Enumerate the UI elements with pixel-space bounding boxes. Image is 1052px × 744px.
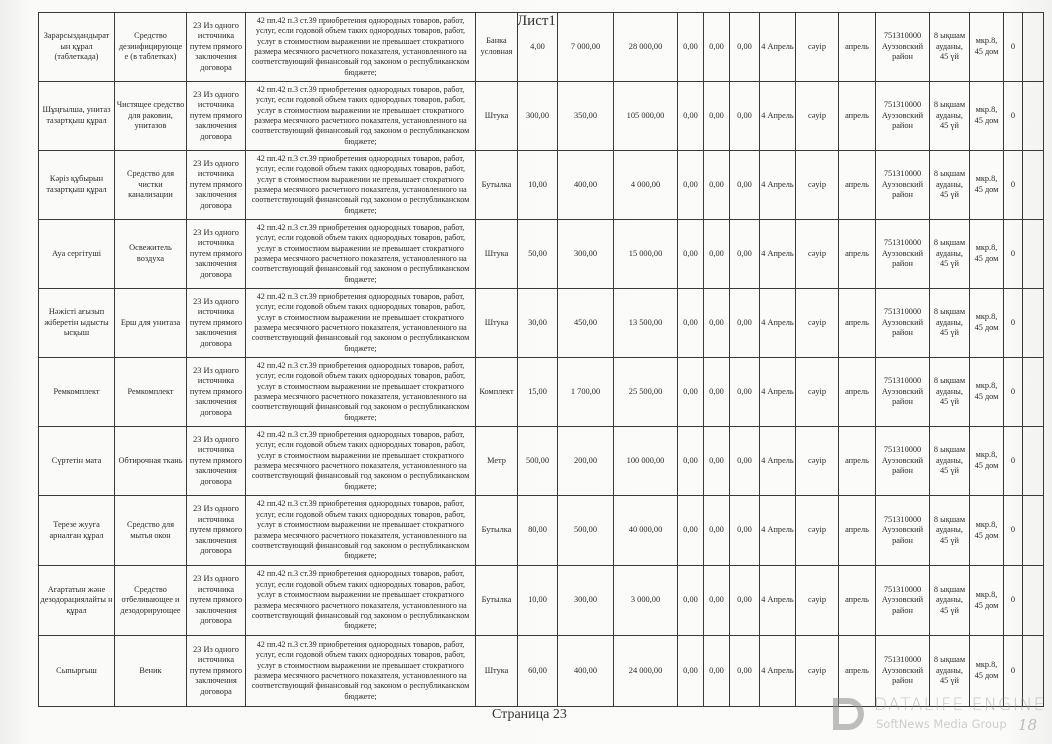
- procurement-method: 23 Из одного источника путем прямого заключения договора: [187, 566, 246, 636]
- address-kz: 8 ықшам ауданы, 45 үй: [930, 358, 970, 427]
- address-kz: 8 ықшам ауданы, 45 үй: [930, 496, 970, 566]
- amount-col-1: 0,00: [678, 13, 704, 82]
- table-row: [39, 289, 1044, 358]
- kato-region: 751310000 Ауэзовский район: [876, 82, 930, 151]
- delivery-month: 4 Апрель: [760, 427, 796, 496]
- page-footer: Страница 23: [492, 707, 567, 722]
- item-name-kz: Зарарсыздандырат ын құрал (таблеткада): [39, 13, 115, 82]
- month-kz: сәуір: [796, 82, 839, 151]
- legal-basis: 42 пп.42 п.3 ст.39 приобретения однородных товаров, работ, услуг, если годовой объем таких однородных товаров, работ, услуг в стоимостном выражении не превышает стократного размера месячного расчетного показателя, установленного на соответствующий финансовый год законом о республиканском бюджете;: [246, 636, 476, 707]
- amount-col-2: 0,00: [704, 289, 730, 358]
- month-kz: сәуір: [796, 13, 839, 82]
- amount-col-3: 0,00: [730, 13, 760, 82]
- address-kz: 8 ықшам ауданы, 45 үй: [930, 151, 970, 220]
- kato-region: 751310000 Ауэзовский район: [876, 427, 930, 496]
- unit-price: 200,00: [558, 427, 614, 496]
- unit-price: 450,00: [558, 289, 614, 358]
- delivery-month: 4 Апрель: [760, 636, 796, 707]
- legal-basis: 42 пп.42 п.3 ст.39 приобретения однородных товаров, работ, услуг, если годовой объем таких однородных товаров, работ, услуг в стоимостном выражении не превышает стократного размера месячного расчетного показателя, установленного на соответствующий финансовый год законом о республиканском бюджете;: [246, 496, 476, 566]
- advance-percent: 0: [1004, 427, 1023, 496]
- item-name-kz: Терезе жууға арналған құрал: [39, 496, 115, 566]
- empty-cell: [1023, 289, 1044, 358]
- amount-col-3: 0,00: [730, 151, 760, 220]
- month-ru: апрель: [839, 13, 876, 82]
- quantity: 60,00: [518, 636, 558, 707]
- delivery-month: 4 Апрель: [760, 13, 796, 82]
- empty-cell: [1023, 82, 1044, 151]
- month-kz: сәуір: [796, 151, 839, 220]
- table-row: [39, 151, 1044, 220]
- address-ru: мкр.8, 45 дом: [970, 289, 1004, 358]
- advance-percent: 0: [1004, 220, 1023, 289]
- legal-basis: 42 пп.42 п.3 ст.39 приобретения однородных товаров, работ, услуг, если годовой объем таких однородных товаров, работ, услуг в стоимостном выражении не превышает стократного размера месячного расчетного показателя, установленного на соответствующий финансовый год законом о республиканском бюджете;: [246, 427, 476, 496]
- amount-col-2: 0,00: [704, 82, 730, 151]
- amount-col-3: 0,00: [730, 220, 760, 289]
- month-kz: сәуір: [796, 427, 839, 496]
- month-kz: сәуір: [796, 289, 839, 358]
- kato-region: 751310000 Ауэзовский район: [876, 566, 930, 636]
- item-name-ru: Средство для чистки канализации: [115, 151, 187, 220]
- advance-percent: 0: [1004, 358, 1023, 427]
- address-kz: 8 ықшам ауданы, 45 үй: [930, 566, 970, 636]
- procurement-method: 23 Из одного источника путем прямого заключения договора: [187, 151, 246, 220]
- datalife-logo-icon: [832, 697, 866, 731]
- legal-basis: 42 пп.42 п.3 ст.39 приобретения однородных товаров, работ, услуг, если годовой объем таких однородных товаров, работ, услуг в стоимостном выражении не превышает стократного размера месячного расчетного показателя, установленного на соответствующий финансовый год законом о республиканском бюджете;: [246, 566, 476, 636]
- procurement-method: 23 Из одного источника путем прямого заключения договора: [187, 427, 246, 496]
- address-ru: мкр.8, 45 дом: [970, 220, 1004, 289]
- advance-percent: 0: [1004, 82, 1023, 151]
- empty-cell: [1023, 13, 1044, 82]
- legal-basis: 42 пп.42 п.3 ст.39 приобретения однородных товаров, работ, услуг, если годовой объем таких однородных товаров, работ, услуг в стоимостном выражении не превышает стократного размера месячного расчетного показателя, установленного на соответствующий финансовый год законом о республиканском бюджете;: [246, 289, 476, 358]
- amount-col-1: 0,00: [678, 496, 704, 566]
- unit-price: 400,00: [558, 636, 614, 707]
- amount-col-3: 0,00: [730, 566, 760, 636]
- amount-col-2: 0,00: [704, 496, 730, 566]
- month-kz: сәуір: [796, 636, 839, 707]
- kato-region: 751310000 Ауэзовский район: [876, 151, 930, 220]
- month-ru: апрель: [839, 289, 876, 358]
- kato-region: 751310000 Ауэзовский район: [876, 289, 930, 358]
- empty-cell: [1023, 496, 1044, 566]
- month-ru: апрель: [839, 82, 876, 151]
- table-row: [39, 496, 1044, 566]
- amount-col-3: 0,00: [730, 427, 760, 496]
- item-name-kz: Нәжісті ағызып жіберетін ыдысты ысқыш: [39, 289, 115, 358]
- amount-col-1: 0,00: [678, 82, 704, 151]
- item-name-ru: Средство для мытья окон: [115, 496, 187, 566]
- procurement-method: 23 Из одного источника путем прямого заключения договора: [187, 13, 246, 82]
- table-row: [39, 427, 1044, 496]
- unit-price: 350,00: [558, 82, 614, 151]
- address-kz: 8 ықшам ауданы, 45 үй: [930, 82, 970, 151]
- item-name-ru: Обтирочная ткань: [115, 427, 187, 496]
- address-ru: мкр.8, 45 дом: [970, 566, 1004, 636]
- kato-region: 751310000 Ауэзовский район: [876, 496, 930, 566]
- amount-col-1: 0,00: [678, 220, 704, 289]
- quantity: 500,00: [518, 427, 558, 496]
- empty-cell: [1023, 427, 1044, 496]
- total-amount: 25 500,00: [614, 358, 678, 427]
- unit-price: 300,00: [558, 220, 614, 289]
- amount-col-2: 0,00: [704, 151, 730, 220]
- address-ru: мкр.8, 45 дом: [970, 636, 1004, 707]
- unit-of-measure: Банка условная: [476, 13, 518, 82]
- amount-col-1: 0,00: [678, 566, 704, 636]
- empty-cell: [1023, 358, 1044, 427]
- legal-basis: 42 пп.42 п.3 ст.39 приобретения однородных товаров, работ, услуг, если годовой объем таких однородных товаров, работ, услуг в стоимостном выражении не превышает стократного размера месячного расчетного показателя, установленного на соответствующий финансовый год законом о республиканском бюджете;: [246, 13, 476, 82]
- item-name-kz: Ағартатын және дезодорациялайты н құрал: [39, 566, 115, 636]
- delivery-month: 4 Апрель: [760, 289, 796, 358]
- amount-col-1: 0,00: [678, 151, 704, 220]
- advance-percent: 0: [1004, 289, 1023, 358]
- unit-of-measure: Штука: [476, 220, 518, 289]
- amount-col-3: 0,00: [730, 636, 760, 707]
- table-row: [39, 566, 1044, 636]
- table-row: [39, 358, 1044, 427]
- address-kz: 8 ықшам ауданы, 45 үй: [930, 13, 970, 82]
- quantity: 30,00: [518, 289, 558, 358]
- unit-of-measure: Штука: [476, 82, 518, 151]
- address-ru: мкр.8, 45 дом: [970, 496, 1004, 566]
- advance-percent: 0: [1004, 636, 1023, 707]
- quantity: 10,00: [518, 566, 558, 636]
- delivery-month: 4 Апрель: [760, 151, 796, 220]
- amount-col-3: 0,00: [730, 496, 760, 566]
- kato-region: 751310000 Ауэзовский район: [876, 358, 930, 427]
- unit-of-measure: Бутылка: [476, 151, 518, 220]
- handwritten-page-number: 18: [1018, 716, 1038, 734]
- total-amount: 24 000,00: [614, 636, 678, 707]
- item-name-kz: Шұңғылша, унитаз тазартқыш құрал: [39, 82, 115, 151]
- kato-region: 751310000 Ауэзовский район: [876, 220, 930, 289]
- quantity: 10,00: [518, 151, 558, 220]
- total-amount: 3 000,00: [614, 566, 678, 636]
- total-amount: 28 000,00: [614, 13, 678, 82]
- procurement-method: 23 Из одного источника путем прямого заключения договора: [187, 496, 246, 566]
- address-ru: мкр.8, 45 дом: [970, 358, 1004, 427]
- item-name-ru: Средство отбеливающее и дезодорирующее: [115, 566, 187, 636]
- procurement-method: 23 Из одного источника путем прямого заключения договора: [187, 220, 246, 289]
- unit-of-measure: Метр: [476, 427, 518, 496]
- quantity: 300,00: [518, 82, 558, 151]
- month-kz: сәуір: [796, 220, 839, 289]
- amount-col-3: 0,00: [730, 358, 760, 427]
- amount-col-1: 0,00: [678, 636, 704, 707]
- amount-col-2: 0,00: [704, 636, 730, 707]
- empty-cell: [1023, 566, 1044, 636]
- amount-col-2: 0,00: [704, 13, 730, 82]
- watermark: [830, 695, 1045, 740]
- amount-col-1: 0,00: [678, 358, 704, 427]
- unit-price: 500,00: [558, 496, 614, 566]
- advance-percent: 0: [1004, 566, 1023, 636]
- quantity: 80,00: [518, 496, 558, 566]
- procurement-method: 23 Из одного источника путем прямого заключения договора: [187, 82, 246, 151]
- total-amount: 15 000,00: [614, 220, 678, 289]
- empty-cell: [1023, 220, 1044, 289]
- total-amount: 13 500,00: [614, 289, 678, 358]
- address-ru: мкр.8, 45 дом: [970, 151, 1004, 220]
- unit-price: 300,00: [558, 566, 614, 636]
- amount-col-2: 0,00: [704, 220, 730, 289]
- legal-basis: 42 пп.42 п.3 ст.39 приобретения однородных товаров, работ, услуг, если годовой объем таких однородных товаров, работ, услуг в стоимостном выражении не превышает стократного размера месячного расчетного показателя, установленного на соответствующий финансовый год законом о республиканском бюджете;: [246, 151, 476, 220]
- item-name-ru: Ерш для унитаза: [115, 289, 187, 358]
- month-kz: сәуір: [796, 358, 839, 427]
- delivery-month: 4 Апрель: [760, 566, 796, 636]
- advance-percent: 0: [1004, 496, 1023, 566]
- address-kz: 8 ықшам ауданы, 45 үй: [930, 289, 970, 358]
- quantity: 15,00: [518, 358, 558, 427]
- procurement-method: 23 Из одного источника путем прямого заключения договора: [187, 358, 246, 427]
- item-name-ru: Освежитель воздуха: [115, 220, 187, 289]
- procurement-method: 23 Из одного источника путем прямого заключения договора: [187, 636, 246, 707]
- legal-basis: 42 пп.42 п.3 ст.39 приобретения однородных товаров, работ, услуг, если годовой объем таких однородных товаров, работ, услуг в стоимостном выражении не превышает стократного размера месячного расчетного показателя, установленного на соответствующий финансовый год законом о республиканском бюджете;: [246, 82, 476, 151]
- watermark-title: DATALIFE ENGINE: [874, 695, 1046, 715]
- legal-basis: 42 пп.42 п.3 ст.39 приобретения однородных товаров, работ, услуг, если годовой объем таких однородных товаров, работ, услуг в стоимостном выражении не превышает стократного размера месячного расчетного показателя, установленного на соответствующий финансовый год законом о республиканском бюджете;: [246, 358, 476, 427]
- advance-percent: 0: [1004, 13, 1023, 82]
- item-name-kz: Ауа сергітуші: [39, 220, 115, 289]
- quantity: 4,00: [518, 13, 558, 82]
- address-ru: мкр.8, 45 дом: [970, 427, 1004, 496]
- procurement-method: 23 Из одного источника путем прямого заключения договора: [187, 289, 246, 358]
- unit-price: 7 000,00: [558, 13, 614, 82]
- unit-of-measure: Штука: [476, 636, 518, 707]
- unit-of-measure: Штука: [476, 289, 518, 358]
- month-kz: сәуір: [796, 566, 839, 636]
- address-kz: 8 ықшам ауданы, 45 үй: [930, 220, 970, 289]
- delivery-month: 4 Апрель: [760, 220, 796, 289]
- total-amount: 105 000,00: [614, 82, 678, 151]
- unit-of-measure: Комплект: [476, 358, 518, 427]
- item-name-ru: Средство дезинфицирующе е (в таблетках): [115, 13, 187, 82]
- amount-col-3: 0,00: [730, 289, 760, 358]
- advance-percent: 0: [1004, 151, 1023, 220]
- unit-of-measure: Бутылка: [476, 566, 518, 636]
- table-body: [39, 13, 1044, 707]
- address-kz: 8 ықшам ауданы, 45 үй: [930, 636, 970, 707]
- amount-col-2: 0,00: [704, 358, 730, 427]
- month-ru: апрель: [839, 636, 876, 707]
- item-name-kz: Сыпырғыш: [39, 636, 115, 707]
- procurement-table: [38, 12, 1044, 707]
- month-ru: апрель: [839, 220, 876, 289]
- legal-basis: 42 пп.42 п.3 ст.39 приобретения однородных товаров, работ, услуг, если годовой объем таких однородных товаров, работ, услуг в стоимостном выражении не превышает стократного размера месячного расчетного показателя, установленного на соответствующий финансовый год законом о республиканском бюджете;: [246, 220, 476, 289]
- item-name-kz: Сүртетін мата: [39, 427, 115, 496]
- unit-price: 400,00: [558, 151, 614, 220]
- address-kz: 8 ықшам ауданы, 45 үй: [930, 427, 970, 496]
- month-ru: апрель: [839, 566, 876, 636]
- address-ru: мкр.8, 45 дом: [970, 82, 1004, 151]
- month-kz: сәуір: [796, 496, 839, 566]
- month-ru: апрель: [839, 358, 876, 427]
- item-name-ru: Веник: [115, 636, 187, 707]
- empty-cell: [1023, 151, 1044, 220]
- amount-col-2: 0,00: [704, 566, 730, 636]
- amount-col-2: 0,00: [704, 427, 730, 496]
- delivery-month: 4 Апрель: [760, 358, 796, 427]
- amount-col-1: 0,00: [678, 427, 704, 496]
- delivery-month: 4 Апрель: [760, 82, 796, 151]
- kato-region: 751310000 Ауэзовский район: [876, 13, 930, 82]
- total-amount: 4 000,00: [614, 151, 678, 220]
- amount-col-1: 0,00: [678, 289, 704, 358]
- kato-region: 751310000 Ауэзовский район: [876, 636, 930, 707]
- total-amount: 100 000,00: [614, 427, 678, 496]
- item-name-kz: Кәріз құбырын тазартқыш құрал: [39, 151, 115, 220]
- quantity: 50,00: [518, 220, 558, 289]
- delivery-month: 4 Апрель: [760, 496, 796, 566]
- item-name-ru: Ремкомплект: [115, 358, 187, 427]
- item-name-kz: Ремкомплект: [39, 358, 115, 427]
- table-row: [39, 82, 1044, 151]
- unit-of-measure: Бутылка: [476, 496, 518, 566]
- table-row: [39, 220, 1044, 289]
- watermark-subtitle: SoftNews Media Group: [876, 717, 1007, 731]
- total-amount: 40 000,00: [614, 496, 678, 566]
- month-ru: апрель: [839, 151, 876, 220]
- item-name-ru: Чистящее средство для раковин, унитазов: [115, 82, 187, 151]
- sheet-label: Лист1: [517, 13, 556, 29]
- month-ru: апрель: [839, 496, 876, 566]
- unit-price: 1 700,00: [558, 358, 614, 427]
- amount-col-3: 0,00: [730, 82, 760, 151]
- month-ru: апрель: [839, 427, 876, 496]
- address-ru: мкр.8, 45 дом: [970, 13, 1004, 82]
